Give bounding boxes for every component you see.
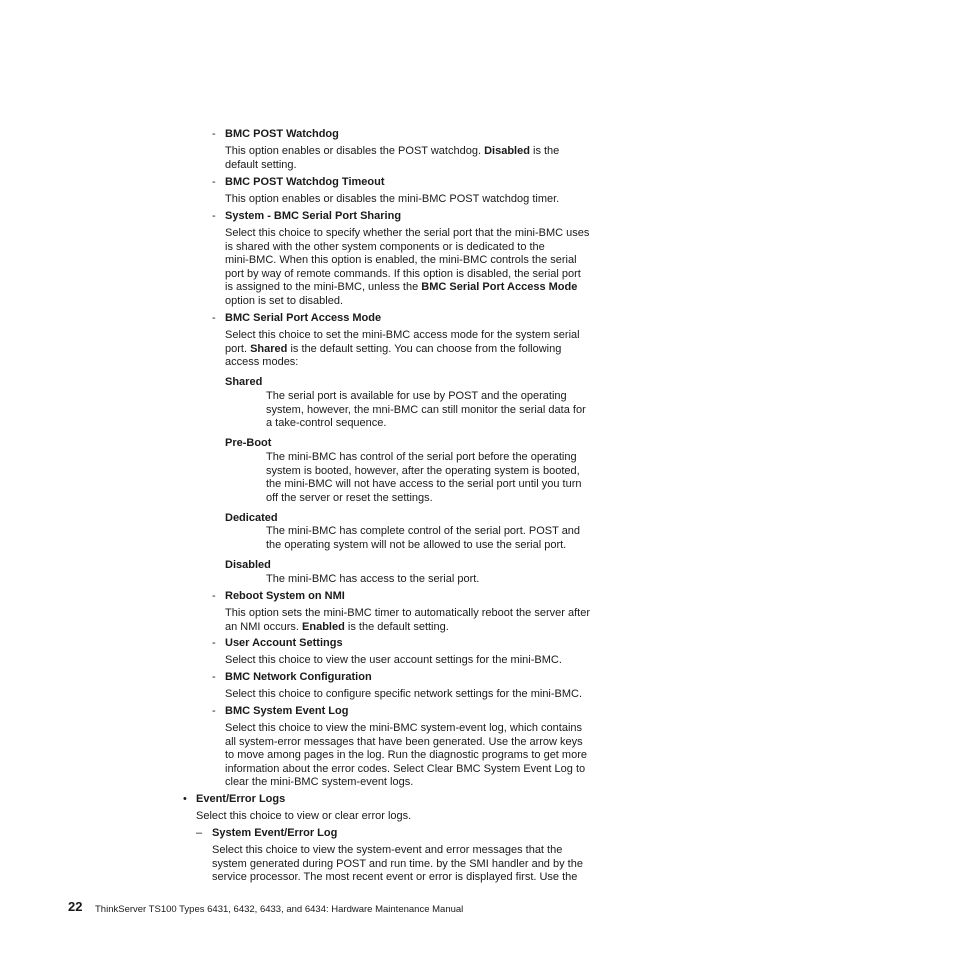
option-description <box>212 844 612 885</box>
text-line: mini-BMC. When this option is enabled, the mini-BMC controls the serial <box>225 254 577 267</box>
mode-term: Disabled <box>225 559 271 571</box>
text-line: Select this choice to specify whether the serial port that the mini-BMC uses <box>225 227 590 239</box>
list-marker: - <box>212 128 216 140</box>
mode-term: Dedicated <box>225 512 278 524</box>
text-line: The serial port is available for use by POST and the operating <box>266 390 567 402</box>
text-line: a take-control sequence. <box>266 417 387 430</box>
text: is the <box>533 145 560 157</box>
text: This option enables or disables the POST watchdog. <box>225 145 482 157</box>
option-heading: System - BMC Serial Port Sharing <box>225 210 402 222</box>
list-marker: - <box>212 312 216 324</box>
text-line: to move among pages in the log. Run the diagnostic programs to get more <box>225 749 587 762</box>
bold-text: Shared <box>250 342 288 355</box>
list-marker: - <box>212 637 216 649</box>
mode-definition <box>266 573 611 587</box>
option-description <box>225 227 615 309</box>
option-heading: BMC POST Watchdog Timeout <box>225 176 385 188</box>
list-marker: - <box>212 176 216 188</box>
text-line: port by way of remote commands. If this option is disabled, the serial port <box>225 267 581 280</box>
option-heading: User Account Settings <box>225 637 343 649</box>
text-line: the operating system will not be allowed to use the serial port. <box>266 538 567 551</box>
mode-definition <box>266 525 611 552</box>
text-line: clear the mini-BMC system-event logs. <box>225 776 414 789</box>
option-heading: BMC Serial Port Access Mode <box>225 312 382 324</box>
list-marker: - <box>212 210 216 222</box>
text-line: This option sets the mini-BMC timer to automatically reboot the server after <box>225 607 590 619</box>
bullet-marker: • <box>183 793 187 805</box>
option-description <box>225 145 615 172</box>
option-description <box>225 722 615 790</box>
text-line: off the server or reset the settings. <box>266 491 433 504</box>
list-marker: - <box>212 671 216 683</box>
mode-definition <box>266 451 611 505</box>
text-line: The mini-BMC has control of the serial port before the operating <box>266 451 577 463</box>
list-marker: - <box>212 590 216 602</box>
list-marker: - <box>212 705 216 717</box>
text-line: The mini-BMC has access to the serial port. <box>266 573 480 585</box>
option-description <box>225 607 615 634</box>
option-description <box>225 329 615 370</box>
section-description: Select this choice to view or clear error logs. <box>196 810 412 822</box>
text: is assigned to the mini-BMC, unless the <box>225 281 419 294</box>
text-line: system generated during POST and run time. by the SMI handler and by the <box>212 857 583 870</box>
list-marker: – <box>196 827 203 839</box>
option-heading: System Event/Error Log <box>212 827 338 839</box>
mode-definition <box>266 390 611 431</box>
text-line: access modes: <box>225 356 299 369</box>
text-line: system is booted, however, after the operating system is booted, <box>266 464 580 477</box>
text-line: all system-error messages that have been generated. Use the arrow keys <box>225 735 583 748</box>
text: an NMI occurs. <box>225 620 299 633</box>
text: is the default setting. <box>347 620 449 633</box>
bold-text: Disabled <box>484 145 530 157</box>
footer-title: ThinkServer TS100 Types 6431, 6432, 6433, and 6434: Hardware Maintenance Manual <box>95 904 464 915</box>
text-line: The mini-BMC has complete control of the serial port. POST and <box>266 525 581 537</box>
text-line: information about the error codes. Select Clear BMC System Event Log to <box>225 762 586 775</box>
text-line: the mini-BMC will not have access to the serial port until you turn <box>266 478 582 491</box>
bold-text: Enabled <box>302 620 345 633</box>
text: is the default setting. You can choose from the following <box>290 342 562 355</box>
mode-term: Shared <box>225 376 263 388</box>
mode-term: Pre-Boot <box>225 437 272 449</box>
option-description: Select this choice to configure specific network settings for the mini-BMC. <box>225 688 583 700</box>
text-line: service processor. The most recent event or error is displayed first. Use the <box>212 871 578 884</box>
text: default setting. <box>225 158 297 171</box>
option-description: Select this choice to view the user account settings for the mini-BMC. <box>225 654 562 666</box>
option-heading: Reboot System on NMI <box>225 590 345 602</box>
text-line: Select this choice to set the mini-BMC access mode for the system serial <box>225 329 580 341</box>
text-line: Select this choice to view the system-event and error messages that the <box>212 844 563 856</box>
text-line: Select this choice to view the mini-BMC system-event log, which contains <box>225 722 583 734</box>
text-line: is shared with the other system components or is dedicated to the <box>225 240 545 253</box>
section-heading: Event/Error Logs <box>196 793 286 805</box>
text-line: option is set to disabled. <box>225 294 344 307</box>
text-line: system, however, the mni-BMC can still monitor the serial data for <box>266 403 586 416</box>
bold-text: BMC Serial Port Access Mode <box>421 281 578 294</box>
text: port. <box>225 342 248 355</box>
page-number: 22 <box>68 899 83 914</box>
option-heading: BMC POST Watchdog <box>225 128 339 140</box>
option-heading: BMC System Event Log <box>225 705 349 717</box>
option-description: This option enables or disables the mini-BMC POST watchdog timer. <box>225 193 560 205</box>
option-heading: BMC Network Configuration <box>225 671 372 683</box>
